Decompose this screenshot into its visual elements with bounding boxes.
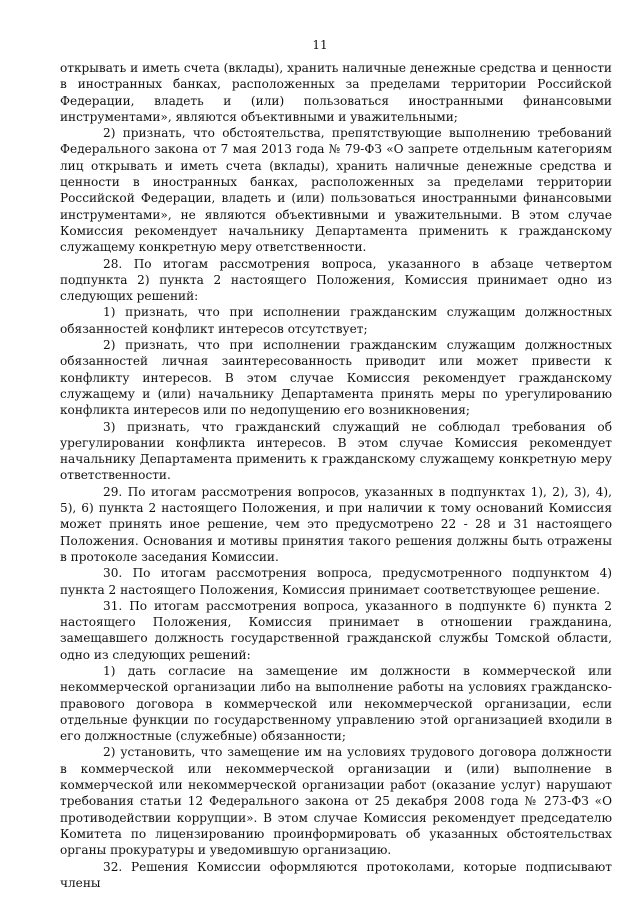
paragraph: 29. По итогам рассмотрения вопросов, указанных в подпунктах 1), 2), 3), 4), 5), 6) пункта 2 настоящего Положения, и при наличии к тому оснований Комиссия может принять иное решение, чем это предусмотрено 22 - 28 и 31 настоящего Положения. Основания и мотивы принятия такого решения должны быть отражены в протоколе заседания Комиссии. [60,484,612,564]
paragraph: 2) признать, что при исполнении гражданским служащим должностных обязанностей личная заинтересованность приводит или может привести к конфликту интересов. В этом случае Комиссия рекомендует гражданскому служащему и (или) начальнику Департамента принять меры по урегулированию конфликта интересов или по недопущению его возникновения; [60,338,612,418]
paragraph: 3) признать, что гражданский служащий не соблюдал требования об урегулировании конфликта интересов. В этом случае Комиссия рекомендует начальнику Департамента применить к гражданскому служащему конкретную меру ответственности. [60,419,612,483]
paragraph: 30. По итогам рассмотрения вопроса, предусмотренного подпунктом 4) пункта 2 настоящего Положения, Комиссия принимает соответствующее решение. [60,566,612,597]
paragraph: 28. По итогам рассмотрения вопроса, указанного в абзаце четвертом подпункта 2) пункта 2 настоящего Положения, Комиссия принимает одно из следующих решений: [60,256,612,304]
page-number: 11 [312,38,328,52]
paragraph: 31. По итогам рассмотрения вопроса, указанного в подпункте 6) пункта 2 настоящего Положения, Комиссия принимает в отношении гражданина, замещавшего должность государственной гражданской службы Томской области, одно из следующих решений: [60,598,612,662]
paragraph: 32. Решения Комиссии оформляются протоколами, которые подписывают члены [60,859,612,890]
paragraph: открывать и иметь счета (вклады), хранить наличные денежные средства и ценности в иностранных банках, расположенных за пределами территории Российской Федерации, владеть и (или) пользоваться иностранными финансовыми инструментами», являются объективными и уважительными; [60,61,612,124]
paragraph: 2) признать, что обстоятельства, препятствующие выполнению требований Федерального закона от 7 мая 2013 года № 79-ФЗ «О запрете отдельным категориям лиц открывать и иметь счета (вклады), хранить наличные денежные средства и ценности в иностранных банках, расположенных за пределами территории Российской Федерации, владеть и (или) пользоваться иностранными финансовыми инструментами», не являются объективными и уважительными. В этом случае Комиссия рекомендует начальнику Департамента применить к гражданскому служащему конкретную меру ответственности. [60,126,612,255]
paragraph: 1) дать согласие на замещение им должности в коммерческой или некоммерческой организации либо на выполнение работы на условиях гражданско-правового договора в коммерческой или некоммерческой организации, если отдельные функции по государственному управлению этой организацией входили в его должностные (служебные) обязанности; [60,663,612,744]
paragraph: 2) установить, что замещение им на условиях трудового договора должности в коммерческой или некоммерческой организации и (или) выполнение в коммерческой или некоммерческой организации работ (оказание услуг) нарушают требования статьи 12 Федерального закона от 25 декабря 2008 года № 273-ФЗ «О противодействии коррупции». В этом случае Комиссия рекомендует председателю Комитета по лицензированию проинформировать об указанных обстоятельствах органы прокуратуры и уведомившую организацию. [60,745,612,858]
paragraph: 1) признать, что при исполнении гражданским служащим должностных обязанностей конфликт интересов отсутствует; [60,305,612,336]
document-body [60,60,612,891]
